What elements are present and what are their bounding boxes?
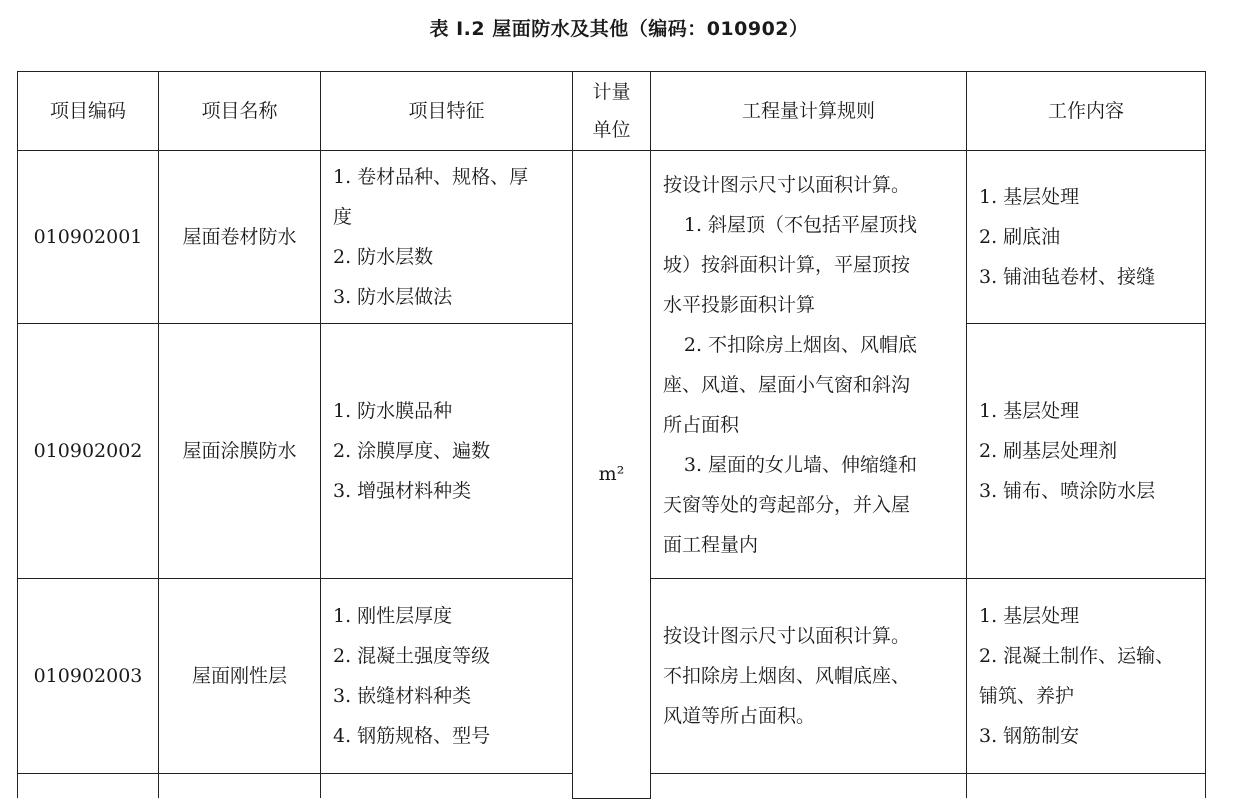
work-line: 2. 刷基层处理剂 bbox=[979, 440, 1118, 462]
feature-line: 度 bbox=[333, 206, 353, 228]
header-code: 项目编码 bbox=[18, 72, 159, 151]
rule-line: 1. 斜屋顶（不包括平屋顶找 bbox=[683, 213, 918, 236]
rule-line: 所占面积 bbox=[663, 413, 740, 436]
header-name: 项目名称 bbox=[159, 72, 321, 151]
spec-table bbox=[17, 71, 1206, 799]
empty-cell bbox=[967, 774, 1206, 799]
rule-line: 座、风道、屋面小气窗和斜沟 bbox=[663, 373, 911, 396]
feature-line: 3. 增强材料种类 bbox=[333, 480, 472, 502]
item-features bbox=[321, 579, 573, 774]
header-row bbox=[18, 72, 1206, 151]
work-content bbox=[967, 579, 1206, 774]
feature-line: 1. 刚性层厚度 bbox=[333, 605, 453, 627]
table-row bbox=[18, 151, 1206, 324]
work-line: 3. 钢筋制安 bbox=[979, 725, 1080, 747]
rule-line: 按设计图示尺寸以面积计算。 bbox=[663, 173, 911, 196]
feature-line: 4. 钢筋规格、型号 bbox=[333, 725, 491, 747]
work-line: 3. 铺油毡卷材、接缝 bbox=[979, 266, 1156, 288]
feature-line: 1. 卷材品种、规格、厚 bbox=[333, 166, 529, 188]
rule-line: 面工程量内 bbox=[663, 533, 759, 556]
empty-cell bbox=[651, 774, 967, 799]
unit-cell: m² bbox=[573, 151, 651, 799]
item-name: 屋面卷材防水 bbox=[159, 151, 321, 324]
header-unit bbox=[573, 72, 651, 151]
rule-line: 不扣除房上烟囱、风帽底座、 bbox=[663, 665, 911, 687]
rule-line: 2. 不扣除房上烟囱、风帽底 bbox=[683, 333, 918, 356]
rule-line: 水平投影面积计算 bbox=[663, 293, 816, 316]
work-line: 1. 基层处理 bbox=[979, 400, 1080, 422]
feature-line: 2. 涂膜厚度、遍数 bbox=[333, 440, 491, 462]
work-content bbox=[967, 324, 1206, 579]
rule-line: 风道等所占面积。 bbox=[663, 705, 816, 727]
work-content bbox=[967, 151, 1206, 324]
work-line: 3. 铺布、喷涂防水层 bbox=[979, 480, 1156, 502]
feature-line: 2. 防水层数 bbox=[333, 246, 434, 268]
work-line: 1. 基层处理 bbox=[979, 186, 1080, 208]
work-line: 2. 刷底油 bbox=[979, 226, 1061, 248]
feature-line: 1. 防水膜品种 bbox=[333, 400, 453, 422]
item-name: 屋面涂膜防水 bbox=[159, 324, 321, 579]
item-code: 010902003 bbox=[18, 579, 159, 774]
feature-line: 3. 嵌缝材料种类 bbox=[333, 685, 472, 707]
rule-line: 按设计图示尺寸以面积计算。 bbox=[663, 625, 911, 647]
table-title: 表 I.2 屋面防水及其他（编码：010902） bbox=[429, 18, 809, 40]
header-rules: 工程量计算规则 bbox=[651, 72, 967, 151]
feature-line: 2. 混凝土强度等级 bbox=[333, 645, 491, 667]
item-code: 010902001 bbox=[18, 151, 159, 324]
item-features bbox=[321, 324, 573, 579]
header-unit-line1: 计量 bbox=[592, 81, 631, 103]
header-features: 项目特征 bbox=[321, 72, 573, 151]
header-work: 工作内容 bbox=[967, 72, 1206, 151]
item-code: 010902002 bbox=[18, 324, 159, 579]
rules-cell bbox=[651, 151, 967, 579]
rule-line: 3. 屋面的女儿墙、伸缩缝和 bbox=[683, 453, 918, 476]
empty-cell bbox=[321, 774, 573, 799]
rule-line: 坡）按斜面积计算，平屋顶按 bbox=[663, 253, 911, 276]
item-features bbox=[321, 151, 573, 324]
work-line: 1. 基层处理 bbox=[979, 605, 1080, 627]
rule-line: 天窗等处的弯起部分，并入屋 bbox=[663, 493, 911, 516]
header-unit-line2: 单位 bbox=[592, 119, 631, 141]
feature-line: 3. 防水层做法 bbox=[333, 286, 453, 308]
empty-cell bbox=[159, 774, 321, 799]
empty-cell bbox=[18, 774, 159, 799]
item-name: 屋面刚性层 bbox=[159, 579, 321, 774]
work-line: 铺筑、养护 bbox=[979, 685, 1075, 707]
work-line: 2. 混凝土制作、运输、 bbox=[979, 645, 1175, 667]
rules-cell bbox=[651, 579, 967, 774]
